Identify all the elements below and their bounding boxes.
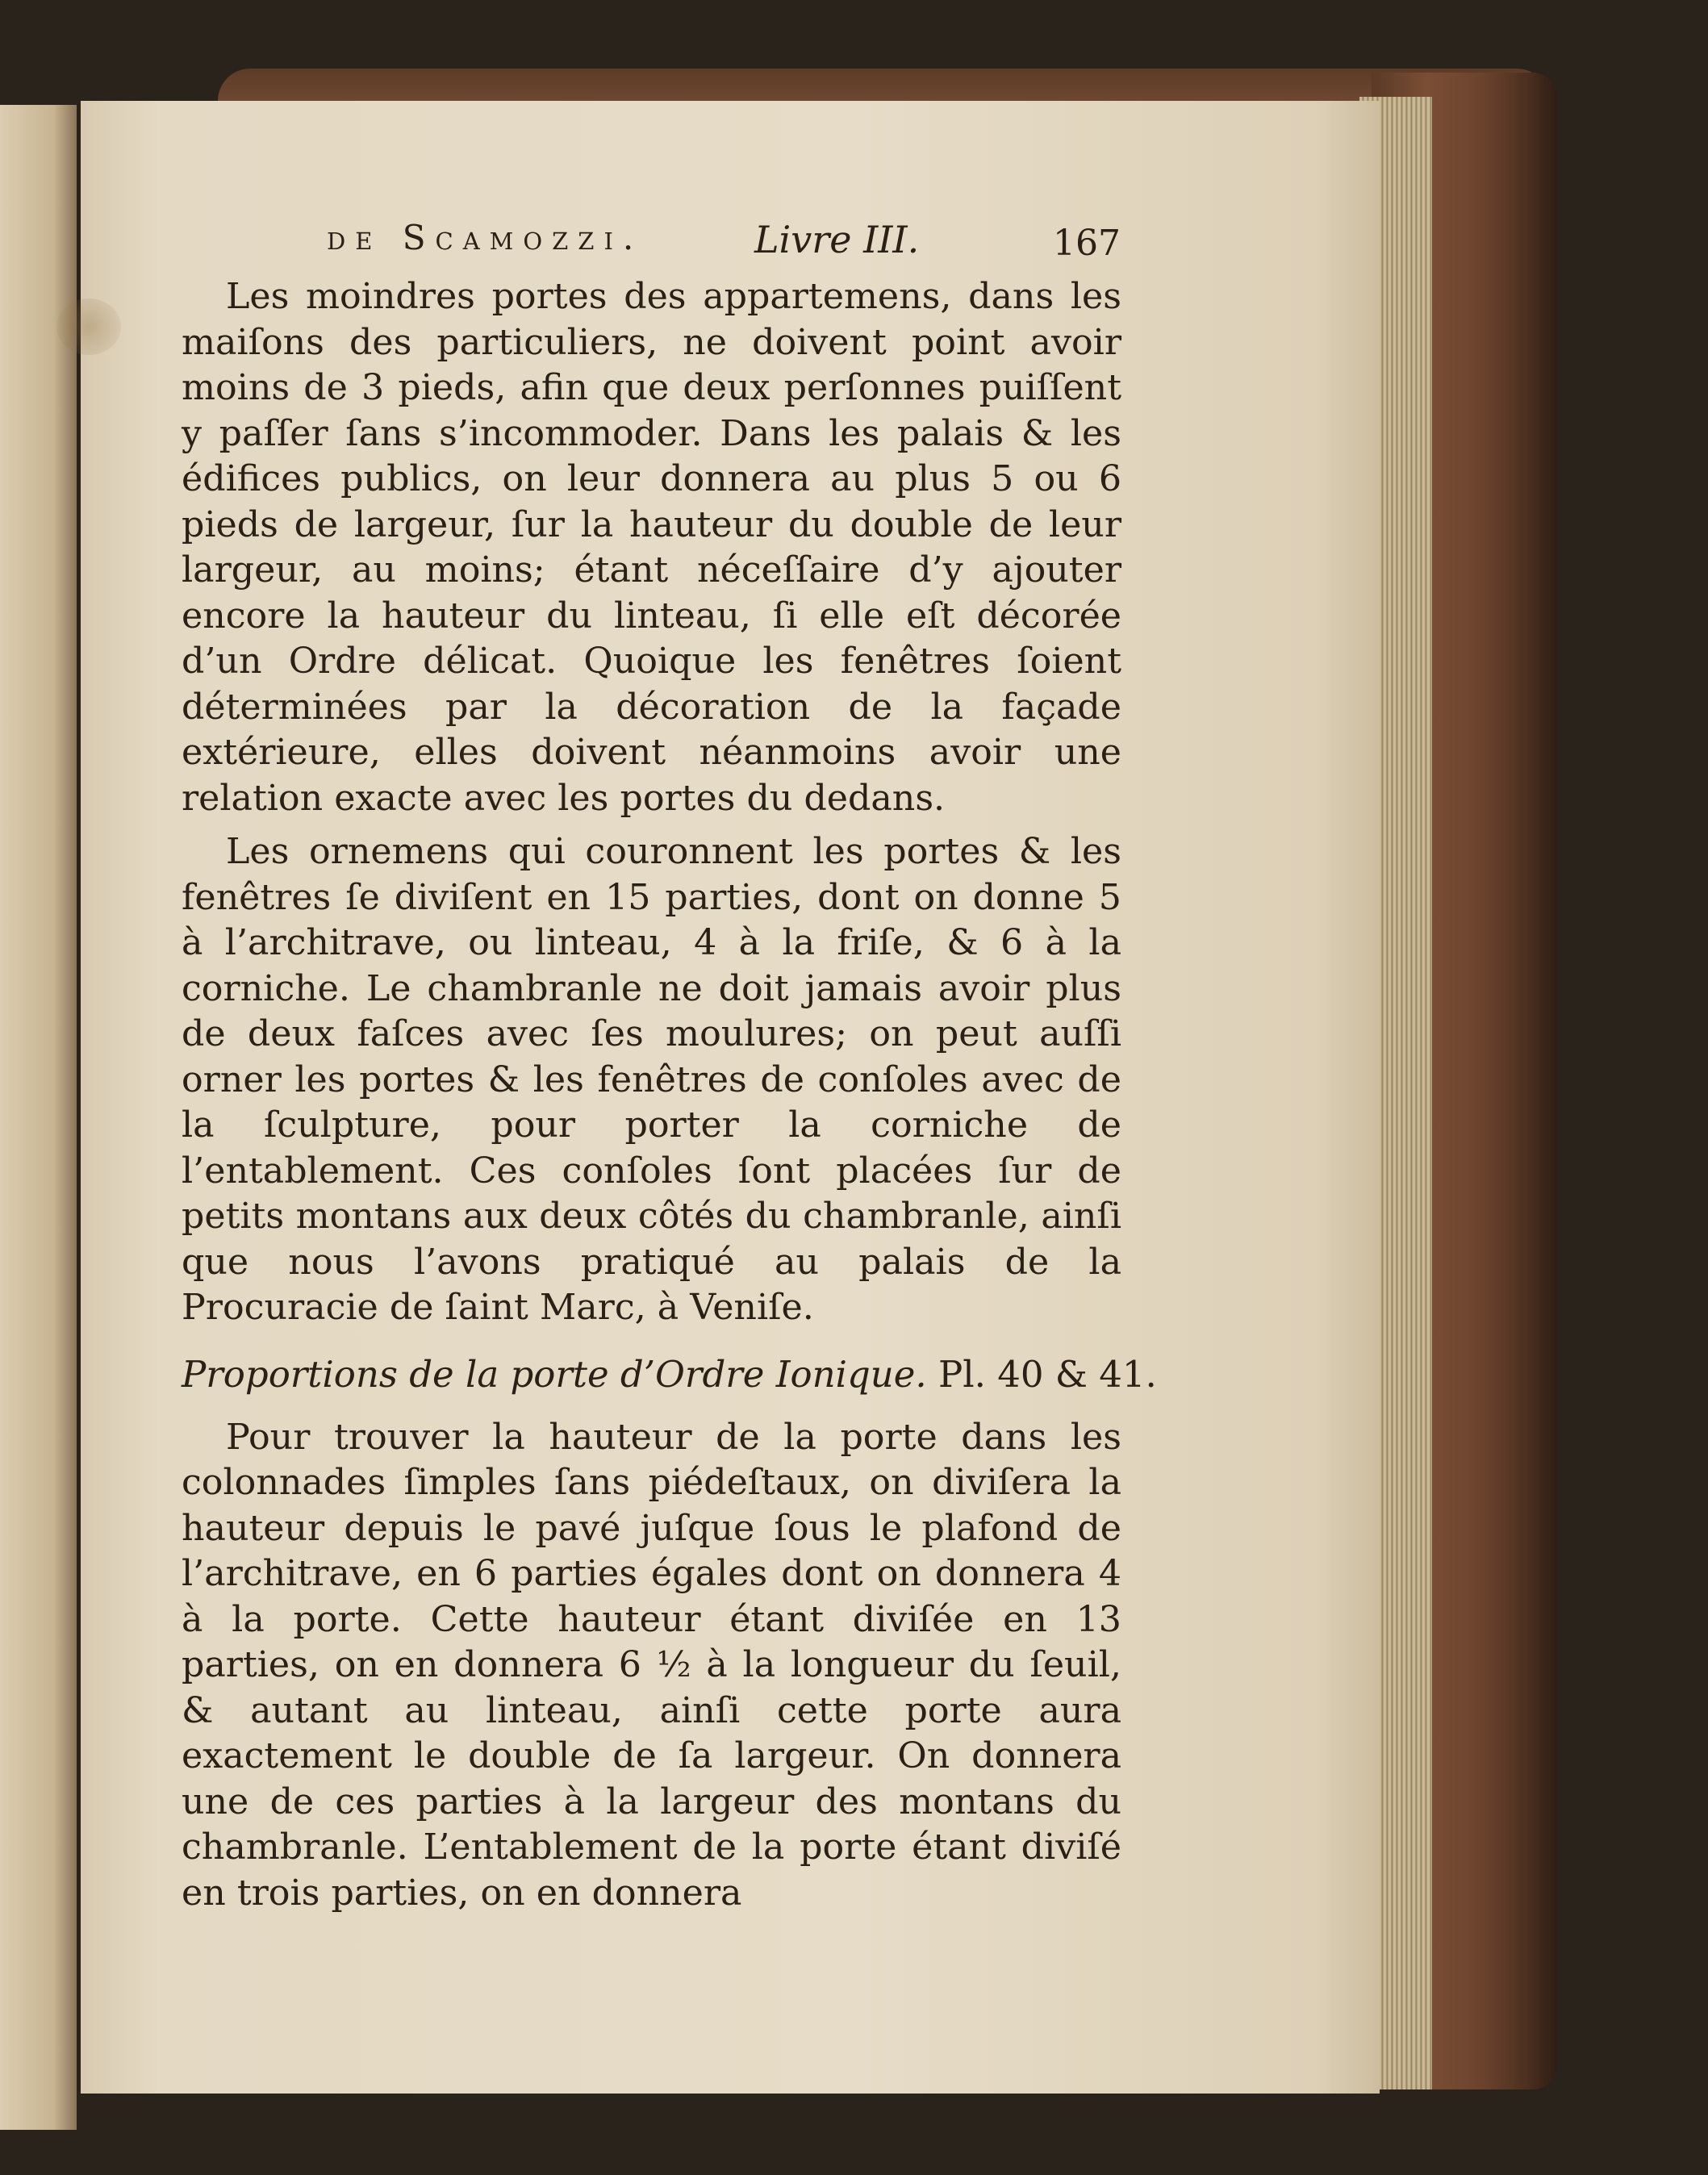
facing-page-edge (0, 105, 77, 2130)
running-head: de Scamozzi. (327, 218, 644, 257)
section-heading (182, 1352, 1157, 1397)
paragraph: Pour trouver la hauteur de la porte dans les colonnades ſimples ſans piédeſtaux, on diviſera la hauteur depuis le pavé juſque ſous le plafond de l’architrave, en 6 parties égales dont on donnera 4 à la porte. Cette hauteur étant diviſée en 13 parties, on en donnera 6 ½ à la longueur du ſeuil, & autant au linteau, ainſi cette porte aura exactement le double de ſa largeur. On donnera une de ces parties à la largeur des montans du chambranle. L’entablement de la porte étant diviſé en trois parties, on en donnera (182, 1416, 1121, 1914)
paragraph: Les moindres portes des appartemens, dans les maiſons des particuliers, ne doivent point avoir moins de 3 pieds, afin que deux perſonnes puiſſent y paſſer ſans s’incommoder. Dans les palais & les édifices publics, on leur donnera au plus 5 ou 6 pieds de largeur, ſur la hauteur du double de leur largeur, au moins; étant néceſſaire d’y ajouter encore la hauteur du linteau, ſi elle eſt décorée d’un Ordre délicat. Quoique les fenêtres ſoient déterminées par la décoration de la façade extérieure, elles doivent néanmoins avoir une relation exacte avec les portes du dedans. (182, 276, 1121, 819)
paragraph: Les ornemens qui couronnent les portes & les fenêtres ſe diviſent en 15 parties, dont on donne 5 à l’architrave, ou linteau, 4 à la friſe, & 6 à la corniche. Le chambranle ne doit jamais avoir plus de deux faſces avec ſes moulures; on peut auſſi orner les portes & les fenêtres de conſoles avec de la ſculpture, pour porter la corniche de l’entablement. Ces conſoles ſont placées ſur de petits montans aux deux côtés du chambranle, ainſi que nous l’avons pratiqué au palais de la Procuracie de ſaint Marc, à Veniſe. (182, 831, 1121, 1328)
book-section-title: Livre III. (754, 218, 920, 261)
page-header (327, 218, 1134, 266)
section-heading-title: Proportions de la porte d’Ordre Ionique. (182, 1352, 927, 1396)
page-stain (56, 298, 121, 355)
section-heading-plate-ref: Pl. 40 & 41. (938, 1352, 1157, 1396)
page-number: 167 (1053, 223, 1121, 264)
page-body (182, 274, 1157, 1916)
